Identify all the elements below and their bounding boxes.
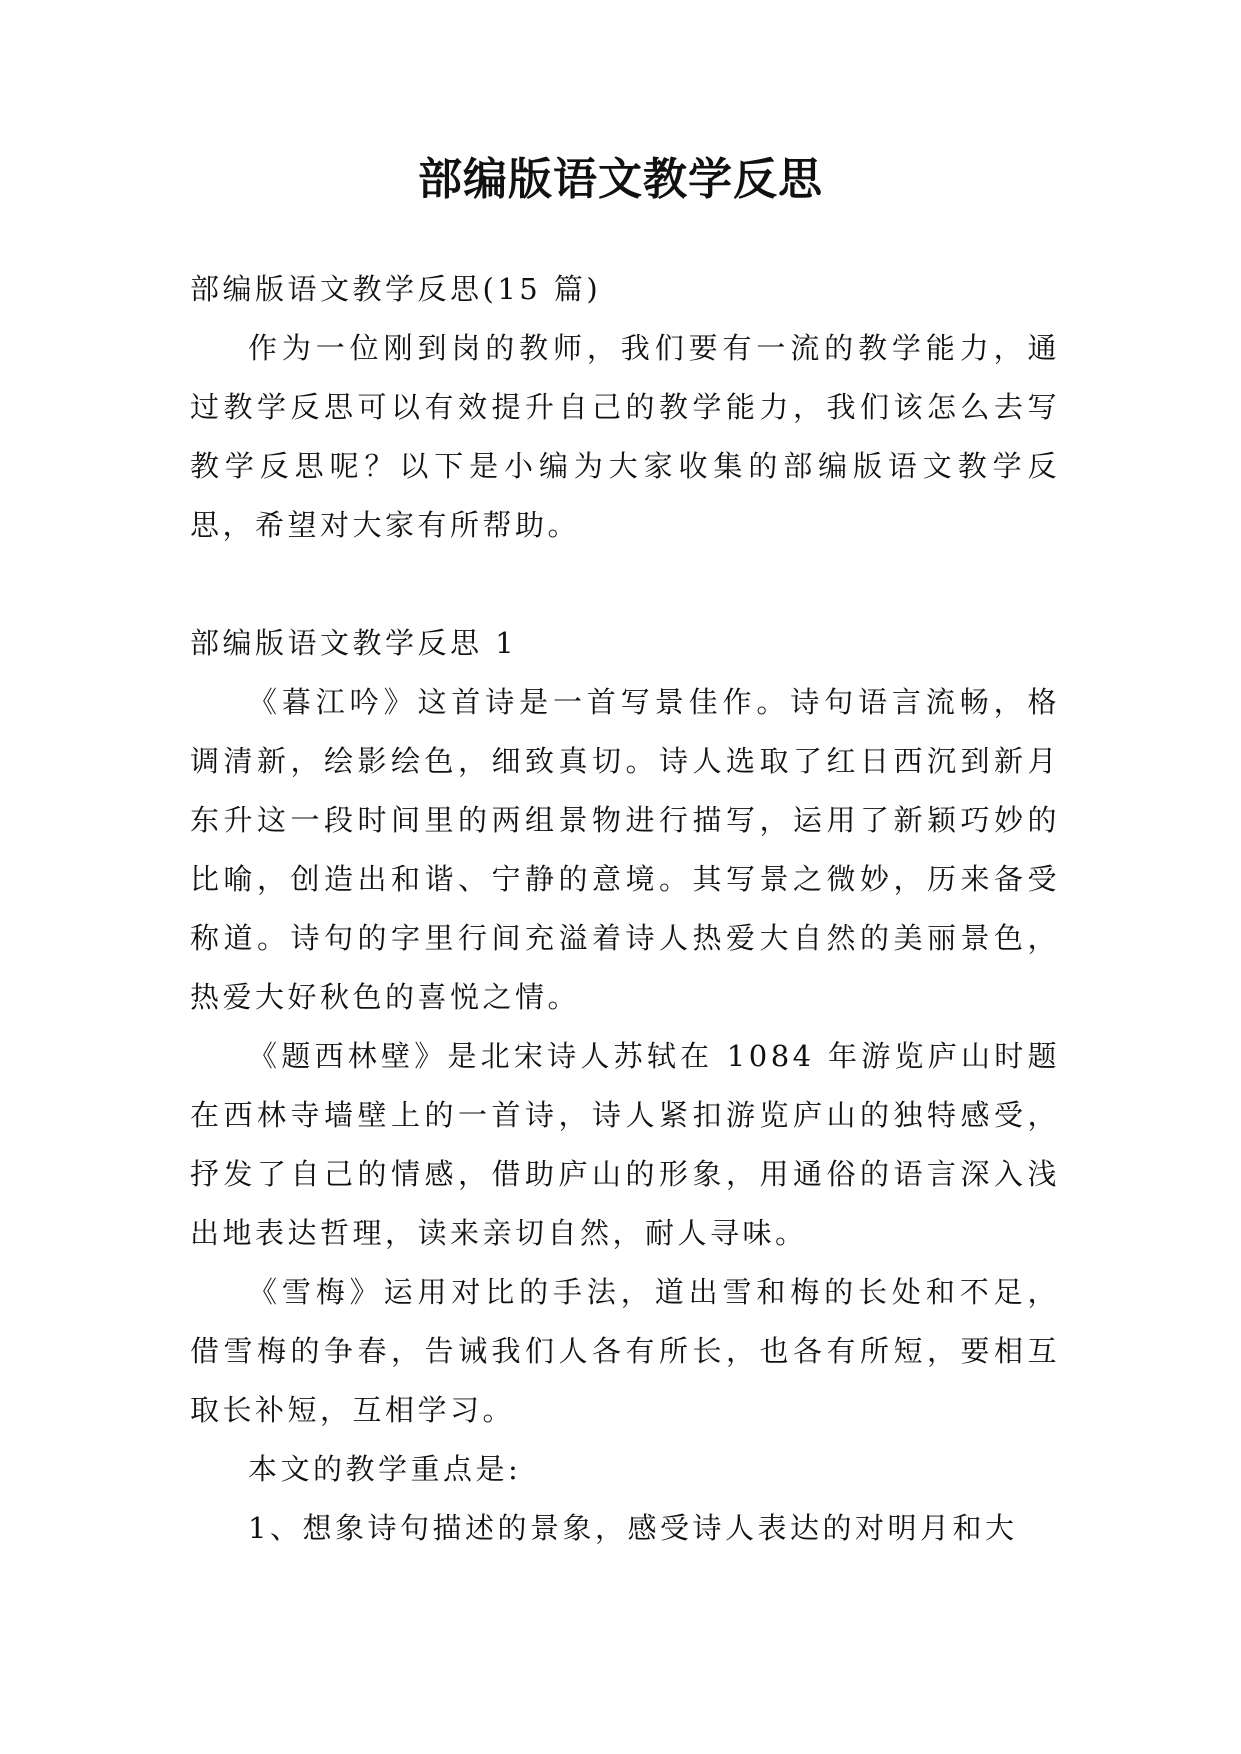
document-subtitle: 部编版语文教学反思(15 篇) xyxy=(190,272,602,306)
intro-paragraph: 作为一位刚到岗的教师，我们要有一流的教学能力，通过教学反思可以有效提升自己的教学能力，我们该怎么去写教学反思呢？以下是小编为大家收集的部编版语文教学反思，希望对大家有所帮助。 xyxy=(190,331,1060,542)
section-spacer xyxy=(190,555,1060,614)
paragraph-tixilinbi: 《题西林壁》是北宋诗人苏轼在 1084 年游览庐山时题在西林寺墙壁上的一首诗，诗人紧扣游览庐山的独特感受，抒发了自己的情感，借助庐山的形象，用通俗的语言深入浅出地表达哲理，读来亲切自然，耐人寻味。 xyxy=(190,1039,1060,1250)
section-heading: 部编版语文教学反思 1 xyxy=(190,626,518,660)
paragraph-mujiangyin: 《暮江吟》这首诗是一首写景佳作。诗句语言流畅，格调清新，绘影绘色，细致真切。诗人选取了红日西沉到新月东升这一段时间里的两组景物进行描写，运用了新颖巧妙的比喻，创造出和谐、宁静的意境。其写景之微妙，历来备受称道。诗句的字里行间充溢着诗人热爱大自然的美丽景色，热爱大好秋色的喜悦之情。 xyxy=(190,685,1060,1014)
document-body xyxy=(190,260,1060,1558)
list-item-1: 1、想象诗句描述的景象，感受诗人表达的对明月和大 xyxy=(248,1511,1018,1545)
paragraph-xuemei: 《雪梅》运用对比的手法，道出雪和梅的长处和不足，借雪梅的争春，告诫我们人各有所长，也各有所短，要相互取长补短，互相学习。 xyxy=(190,1275,1060,1427)
paragraph-teaching-focus: 本文的教学重点是: xyxy=(248,1452,522,1486)
page-title: 部编版语文教学反思 xyxy=(418,154,823,205)
